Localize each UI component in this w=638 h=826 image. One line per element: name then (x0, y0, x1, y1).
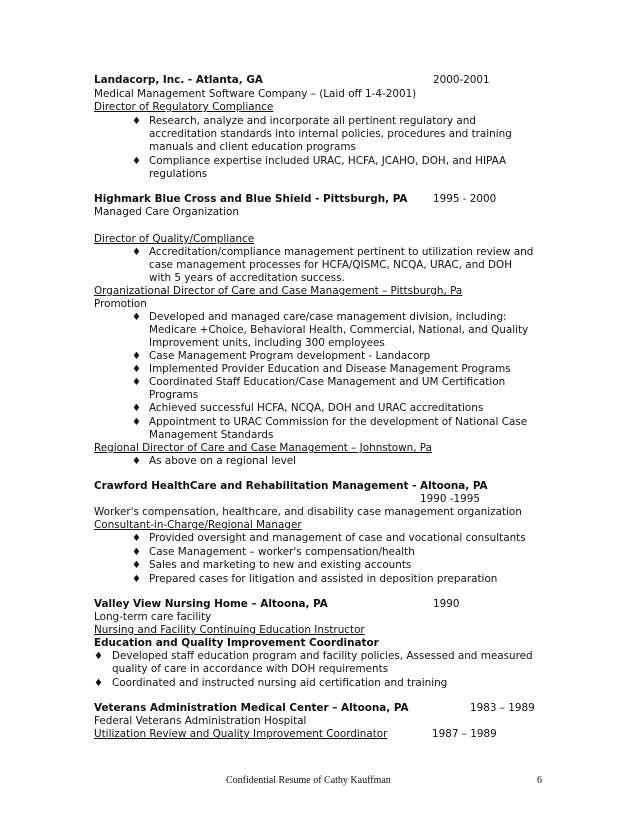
bullet-text: accreditation standards into internal policies, procedures and training (149, 128, 512, 140)
bullet-icon: ♦ (94, 651, 103, 662)
bullet-icon: ♦ (132, 456, 141, 467)
bullet-text: Medicare +Choice, Behavioral Health, Commercial, National, and Quality (149, 324, 529, 336)
job-header: Landacorp, Inc. - Atlanta, GA (94, 74, 263, 86)
job-title: Director of Regulatory Compliance (94, 101, 274, 113)
bullet-text: Research, analyze and incorporate all pertinent regulatory and (149, 115, 476, 127)
bullet-icon: ♦ (132, 312, 141, 323)
bullet-text: Accreditation/compliance management pertinent to utilization review and (149, 246, 534, 258)
job-header: Valley View Nursing Home – Altoona, PA (94, 598, 328, 610)
bullet-text: case management processes for HCFA/QISMC, NCQA, URAC, and DOH (149, 259, 513, 271)
job-header: Veterans Administration Medical Center – Altoona, PA (94, 702, 409, 714)
bullet-text: As above on a regional level (149, 455, 297, 467)
job-title: Regional Director of Care and Case Management – Johnstown, Pa (94, 442, 432, 454)
company-description: Long-term care facility (94, 611, 212, 623)
bullet-icon: ♦ (132, 364, 141, 375)
bullet-icon: ♦ (132, 351, 141, 362)
job-dates: 1995 - 2000 (433, 193, 497, 205)
job-header: Highmark Blue Cross and Blue Shield - Pittsburgh, PA (94, 193, 408, 205)
bullet-text: quality of care in accordance with DOH requirements (112, 663, 389, 675)
job-dates: 1990 (433, 598, 460, 610)
company-description: Managed Care Organization (94, 206, 239, 218)
job-header: Crawford HealthCare and Rehabilitation Management - Altoona, PA (94, 480, 488, 492)
job-title: Nursing and Facility Continuing Education Instructor (94, 624, 365, 636)
bullet-text: Case Management – worker's compensation/health (149, 546, 415, 558)
bullet-icon: ♦ (132, 547, 141, 558)
bullet-icon: ♦ (132, 403, 141, 414)
job-title: Director of Quality/Compliance (94, 233, 255, 245)
bullet-text: with 5 years of accreditation success. (149, 272, 345, 284)
job-title-dates: 1987 – 1989 (432, 728, 497, 740)
bullet-text: manuals and client education programs (149, 141, 356, 153)
bullet-icon: ♦ (132, 116, 141, 127)
bullet-text: Sales and marketing to new and existing accounts (149, 559, 412, 571)
bullet-icon: ♦ (132, 574, 141, 585)
bullet-icon: ♦ (132, 156, 141, 167)
bullet-text: Coordinated and instructed nursing aid certification and training (112, 677, 448, 689)
bullet-text: Developed and managed care/case management division, including: (149, 311, 507, 323)
job-dates: 1990 -1995 (420, 493, 480, 505)
job-title: Consultant-in-Charge/Regional Manager (94, 519, 302, 531)
bullet-text: Prepared cases for litigation and assisted in deposition preparation (149, 573, 498, 585)
bullet-icon: ♦ (94, 678, 103, 689)
job-dates: 2000-2001 (433, 74, 490, 86)
bullet-text: regulations (149, 168, 208, 180)
bullet-icon: ♦ (132, 560, 141, 571)
bullet-icon: ♦ (132, 247, 141, 258)
footer-text: Confidential Resume of Cathy Kauffman (226, 775, 391, 786)
bullet-text: Coordinated Staff Education/Case Management and UM Certification (149, 376, 506, 388)
bullet-text: Developed staff education program and facility policies, Assessed and measured (112, 650, 533, 662)
job-dates: 1983 – 1989 (470, 702, 535, 714)
company-description: Worker's compensation, healthcare, and disability case management organization (94, 506, 522, 518)
bullet-text: Provided oversight and management of case and vocational consultants (149, 532, 526, 544)
bullet-text: Achieved successful HCFA, NCQA, DOH and URAC accreditations (149, 402, 484, 414)
promotion-label: Promotion (94, 298, 147, 310)
bullet-icon: ♦ (132, 377, 141, 388)
job-title-bold: Education and Quality Improvement Coordinator (94, 637, 379, 649)
bullet-text: Programs (149, 389, 199, 401)
company-description: Federal Veterans Administration Hospital (94, 715, 307, 727)
bullet-text: Management Standards (149, 429, 274, 441)
bullet-text: Improvement units, including 300 employees (149, 337, 385, 349)
bullet-icon: ♦ (132, 417, 141, 428)
bullet-text: Compliance expertise included URAC, HCFA, JCAHO, DOH, and HIPAA (149, 155, 507, 167)
bullet-text: Appointment to URAC Commission for the development of National Case (149, 416, 528, 428)
company-description: Medical Management Software Company – (Laid off 1-4-2001) (94, 88, 417, 100)
bullet-text: Implemented Provider Education and Disease Management Programs (149, 363, 511, 375)
job-title: Organizational Director of Care and Case Management – Pittsburgh, Pa (94, 285, 463, 297)
bullet-icon: ♦ (132, 533, 141, 544)
bullet-text: Case Management Program development - Landacorp (149, 350, 431, 362)
job-title: Utilization Review and Quality Improvement Coordinator (94, 728, 388, 740)
page-number: 6 (537, 775, 542, 786)
